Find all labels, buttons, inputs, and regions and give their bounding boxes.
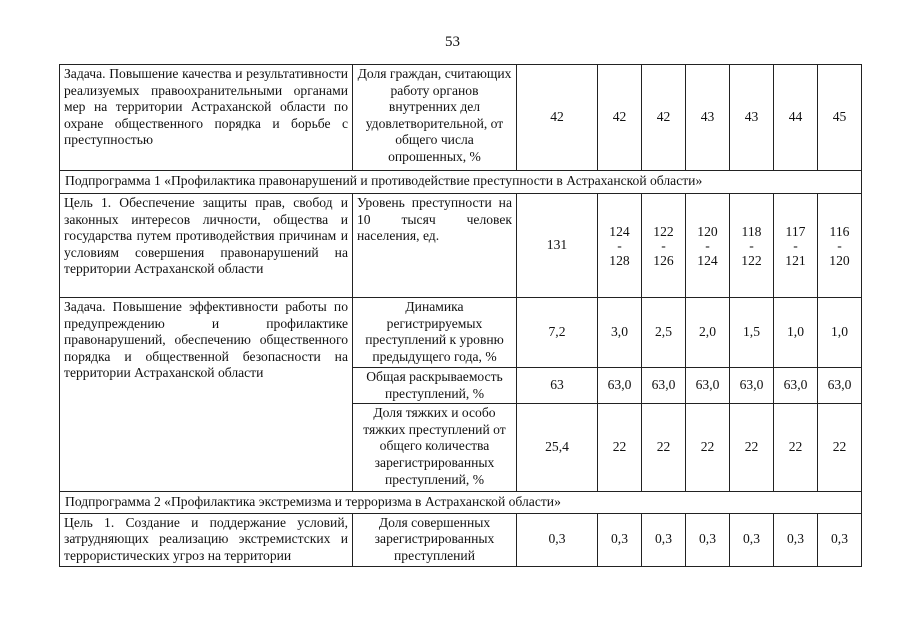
- range-bottom: 126: [653, 252, 674, 268]
- range-top: 120: [697, 223, 718, 239]
- value-cell: 1,5: [730, 298, 774, 368]
- range-dash: -: [661, 237, 666, 253]
- value-cell: 42: [642, 65, 686, 171]
- value-cell: 43: [730, 65, 774, 171]
- task-cell: Задача. Повышение эффективности работы по предупреждению и профилактике правонарушений, обеспечению общественного порядка и общественной безопасности на территории Астраханской области: [60, 298, 353, 492]
- range-cell: [686, 194, 730, 298]
- indicators-table: [59, 64, 862, 567]
- indicator-cell: Доля граждан, считающих работу органов внутренних дел удовлетворительной, от общего числа опрошенных, %: [353, 65, 517, 171]
- value-cell: 63,0: [686, 368, 730, 404]
- table-row: [60, 194, 862, 298]
- value-cell: 131: [517, 194, 598, 298]
- range-top: 116: [829, 223, 850, 239]
- subprogram-heading: Подпрограмма 1 «Профилактика правонарушений и противодействие преступности в Астраханской области»: [60, 171, 862, 194]
- table-row: [60, 513, 862, 566]
- value-cell: 25,4: [517, 404, 598, 492]
- value-cell: 63,0: [774, 368, 818, 404]
- table-row: [60, 298, 862, 368]
- value-cell: 0,3: [686, 513, 730, 566]
- page-number: 53: [445, 34, 460, 50]
- range-top: 118: [741, 223, 762, 239]
- range-top: 122: [653, 223, 674, 239]
- range-dash: -: [793, 237, 798, 253]
- range-cell: [598, 194, 642, 298]
- range-top: 117: [785, 223, 806, 239]
- value-cell: 22: [598, 404, 642, 492]
- task-cell: Цель 1. Обеспечение защиты прав, свобод и законных интересов личности, общества и государства путем противодействия причинам и условиям совершения правонарушений на территории Астраханской области: [60, 194, 353, 298]
- range-cell: [730, 194, 774, 298]
- value-cell: 2,5: [642, 298, 686, 368]
- value-cell: 22: [730, 404, 774, 492]
- range-bottom: 124: [697, 252, 718, 268]
- value-cell: 1,0: [774, 298, 818, 368]
- range-top: 124: [609, 223, 630, 239]
- section-row: [60, 171, 862, 194]
- value-cell: 3,0: [598, 298, 642, 368]
- range-dash: -: [749, 237, 754, 253]
- range-bottom: 120: [829, 252, 850, 268]
- indicator-cell: Доля тяжких и особо тяжких преступлений от общего количества зарегистрированных преступлений, %: [353, 404, 517, 492]
- value-cell: 0,3: [730, 513, 774, 566]
- table-row: [60, 65, 862, 171]
- value-cell: 43: [686, 65, 730, 171]
- value-cell: 63: [517, 368, 598, 404]
- range-dash: -: [705, 237, 710, 253]
- value-cell: 0,3: [818, 513, 862, 566]
- value-cell: 1,0: [818, 298, 862, 368]
- value-cell: 63,0: [598, 368, 642, 404]
- range-dash: -: [837, 237, 842, 253]
- value-cell: 42: [598, 65, 642, 171]
- indicator-cell: Динамика регистрируемых преступлений к уровню предыдущего года, %: [353, 298, 517, 368]
- value-cell: 22: [774, 404, 818, 492]
- value-cell: 22: [642, 404, 686, 492]
- section-row: [60, 492, 862, 514]
- range-cell: [818, 194, 862, 298]
- task-cell: Цель 1. Создание и поддержание условий, затрудняющих реализацию экстремистских и террористических угроз на территории: [60, 513, 353, 566]
- task-cell: Задача. Повышение качества и результативности реализуемых правоохранительными органами мер на территории Астраханской области по охране общественного порядка и борьбе с преступностью: [60, 65, 353, 171]
- value-cell: 7,2: [517, 298, 598, 368]
- range-bottom: 121: [785, 252, 806, 268]
- indicator-cell: Доля совершенных зарегистрированных преступлений: [353, 513, 517, 566]
- range-cell: [642, 194, 686, 298]
- indicator-cell: Уровень преступности на 10 тысяч человек населения, ед.: [353, 194, 517, 298]
- value-cell: 0,3: [774, 513, 818, 566]
- value-cell: 42: [517, 65, 598, 171]
- value-cell: 0,3: [598, 513, 642, 566]
- indicator-cell: Общая раскрываемость преступлений, %: [353, 368, 517, 404]
- range-bottom: 128: [609, 252, 630, 268]
- range-bottom: 122: [741, 252, 762, 268]
- value-cell: 0,3: [642, 513, 686, 566]
- value-cell: 44: [774, 65, 818, 171]
- value-cell: 63,0: [818, 368, 862, 404]
- value-cell: 45: [818, 65, 862, 171]
- range-dash: -: [617, 237, 622, 253]
- value-cell: 2,0: [686, 298, 730, 368]
- value-cell: 22: [818, 404, 862, 492]
- value-cell: 0,3: [517, 513, 598, 566]
- value-cell: 63,0: [642, 368, 686, 404]
- range-cell: [774, 194, 818, 298]
- subprogram-heading: Подпрограмма 2 «Профилактика экстремизма и терроризма в Астраханской области»: [60, 492, 862, 514]
- value-cell: 63,0: [730, 368, 774, 404]
- value-cell: 22: [686, 404, 730, 492]
